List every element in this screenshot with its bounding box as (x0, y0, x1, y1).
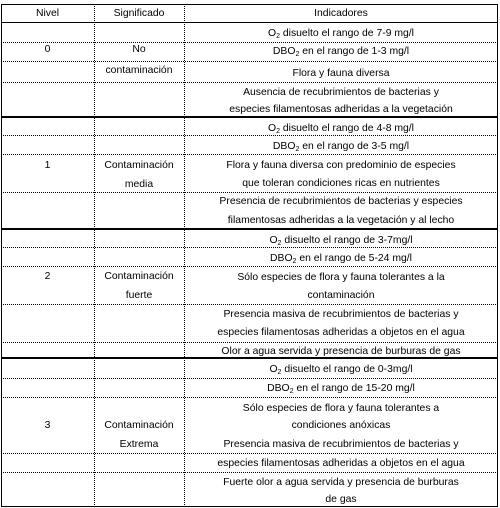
nivel-2-indicator-dbo2: $DBO_2$ en el rango de 5-24 mg/l (270, 253, 412, 265)
nivel-2-number: 2 (44, 271, 51, 282)
nivel-2-indicator-o2: $O_2$ disuelto el rango de 3-7mg/l (269, 235, 413, 247)
nivel-0-indicator-line: especies filamentosas adheridas a la vegetación (229, 104, 453, 115)
nivel-1-meaning-line1: Contaminación (104, 160, 174, 171)
row-divider (1, 304, 498, 305)
nivel-2-indicator-line: Olor a agua servida y presencia de burburas de gas (221, 346, 461, 357)
table-border-top (1, 4, 498, 5)
nivel-3-indicator-line: Fuerte olor a agua servida y presencia de burburas (223, 477, 459, 488)
nivel-0-meaning-line2: contaminación (105, 65, 173, 76)
row-divider (1, 61, 498, 62)
table-border-bottom (1, 506, 498, 507)
row-divider (1, 397, 498, 398)
table-border-right (497, 4, 498, 507)
row-divider (1, 247, 498, 248)
nivel-3-indicator-line: especies filamentosas adheridas a objetos en el agua (217, 458, 465, 469)
nivel-3-indicator-line: de gas (325, 494, 357, 505)
header-indicadores: Indicadores (314, 8, 368, 19)
nivel-3-number: 3 (44, 420, 51, 431)
nivel-1-indicator-line: Presencia de recubrimientos de bacterias y especies (219, 196, 463, 207)
nivel-0-number: 0 (44, 44, 51, 55)
nivel-2-meaning-line1: Contaminación (104, 271, 174, 282)
row-divider (1, 82, 498, 83)
nivel-1-indicator-line: Flora y fauna diversa con predominio de especies (226, 160, 456, 171)
row-divider (1, 192, 498, 193)
contamination-levels-table (1, 4, 498, 507)
nivel-3-indicator-dbo2: $DBO_2$ en el rango de 15-20 mg/l (267, 383, 415, 395)
nivel-3-indicator-o2: $O_2$ disuelto el rango de 0-3mg/l (269, 364, 413, 376)
header-divider (1, 22, 498, 23)
header-significado: Significado (113, 8, 165, 19)
nivel-2-indicator-line: especies filamentosas adheridas a objetos en el agua (217, 327, 465, 338)
nivel-2-meaning-line2: fuerte (125, 290, 153, 301)
nivel-3-meaning-line2: Extrema (119, 439, 159, 450)
nivel-0-meaning-line1: No (132, 44, 146, 55)
row-divider (1, 378, 498, 379)
row-divider (1, 42, 498, 43)
column-divider (184, 4, 185, 507)
row-divider (1, 472, 498, 473)
row-divider (1, 135, 498, 136)
nivel-2-indicator-line: Sólo especies de flora y fauna tolerantes a la (237, 272, 445, 283)
row-divider (1, 342, 498, 343)
row-divider (1, 453, 498, 454)
nivel-2-indicator-line: contaminación (307, 290, 375, 301)
table-border-left (1, 4, 2, 507)
nivel-1-number: 1 (44, 160, 51, 171)
nivel-3-indicator-line: condiciones anóxicas (291, 420, 391, 431)
nivel-3-indicator-line: Presencia masiva de recubrimientos de bacterias y (223, 439, 459, 450)
nivel-1-indicator-dbo2: $DBO_2$ en el rango de 3-5 mg/l (272, 141, 410, 153)
row-divider (1, 266, 498, 267)
column-divider (94, 4, 95, 507)
nivel-1-indicator-o2: $O_2$ disuelto el rango de 4-8 mg/l (267, 123, 414, 135)
nivel-0-indicator-line: Flora y fauna diversa (292, 68, 390, 79)
level-divider (1, 357, 498, 359)
nivel-1-indicator-line: filamentosas adheridas a la vegetación y al lecho (227, 215, 455, 226)
nivel-3-meaning-line1: Contaminación (104, 420, 174, 431)
nivel-2-indicator-line: Presencia masiva de recubrimientos de bacterias y (223, 309, 459, 320)
level-divider (1, 116, 498, 118)
row-divider (1, 154, 498, 155)
nivel-0-indicator-dbo2: $DBO_2$ en el rango de 1-3 mg/l (272, 46, 410, 58)
nivel-0-indicator-o2: $O_2$ disuelto el rango de 7-9 mg/l (267, 28, 414, 40)
nivel-3-indicator-line: Sólo especies de flora y fauna tolerantes a (242, 403, 440, 414)
nivel-0-indicator-line: Ausencia de recubrimientos de bacterias y (243, 87, 439, 98)
nivel-1-meaning-line2: media (124, 179, 154, 190)
level-divider (1, 228, 498, 230)
header-nivel: Nivel (35, 8, 60, 19)
nivel-1-indicator-line: que toleran condiciones ricas en nutrientes (242, 178, 440, 189)
